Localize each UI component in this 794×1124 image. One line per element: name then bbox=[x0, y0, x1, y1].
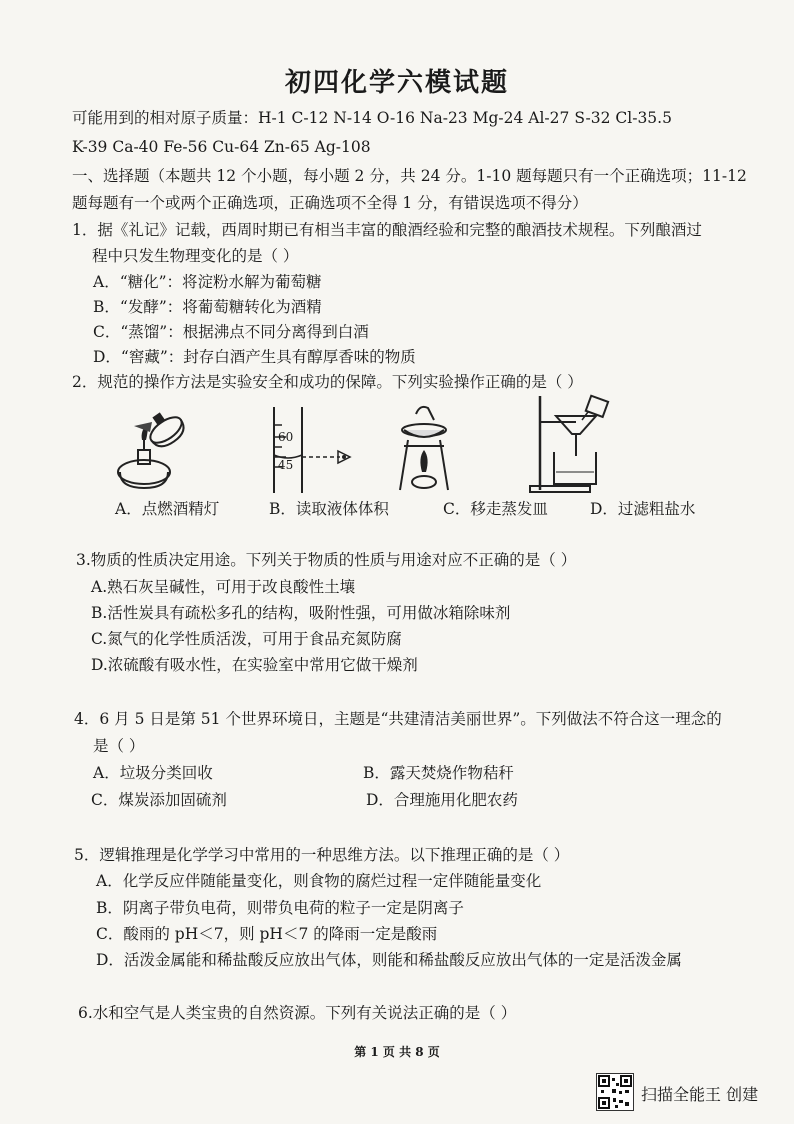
q6-stem: 6.水和空气是人类宝贵的自然资源。下列有关说法正确的是（ ） bbox=[78, 1004, 517, 1022]
q2-stem: 2．规范的操作方法是实验安全和成功的保障。下列实验操作正确的是（ ） bbox=[72, 373, 583, 391]
q5-option-b: B．阴离子带负电荷，则带负电荷的粒子一定是阴离子 bbox=[96, 899, 464, 917]
q3-stem: 3.物质的性质决定用途。下列关于物质的性质与用途对应不正确的是（ ） bbox=[76, 551, 577, 569]
q5-stem: 5．逻辑推理是化学学习中常用的一种思维方法。以下推理正确的是（ ） bbox=[74, 846, 570, 864]
figure-evaporating-dish bbox=[394, 400, 454, 496]
q4-option-b: B．露天焚烧作物秸秆 bbox=[363, 764, 514, 782]
page-footer: 第 1 页 共 8 页 bbox=[354, 1045, 440, 1059]
q1-stem-line2: 程中只发生物理变化的是（ ） bbox=[92, 247, 299, 265]
figure-filtration bbox=[526, 394, 626, 494]
q1-option-b: B．“发酵”：将葡萄糖转化为酒精 bbox=[93, 298, 322, 316]
q5-option-d: D．活泼金属能和稀盐酸反应放出气体，则能和稀盐酸反应放出气体的一定是活泼金属 bbox=[96, 951, 682, 969]
section1-instructions-line2: 题每题有一个或两个正确选项，正确选项不全得 1 分，有错误选项不得分） bbox=[72, 194, 588, 212]
q3-option-a: A.熟石灰呈碱性，可用于改良酸性土壤 bbox=[91, 578, 356, 596]
section1-instructions-line1: 一、选择题（本题共 12 个小题，每小题 2 分，共 24 分。1-10 题每题只有一个正确选项；11-12 bbox=[72, 167, 747, 185]
q5-option-c: C．酸雨的 pH＜7，则 pH＜7 的降雨一定是酸雨 bbox=[96, 925, 438, 943]
q2-option-a: A．点燃酒精灯 bbox=[115, 500, 220, 518]
atomic-masses-line1: 可能用到的相对原子质量：H-1 C-12 N-14 O-16 Na-23 Mg-24 Al-27 S-32 Cl-35.5 bbox=[72, 109, 672, 127]
q4-option-a: A．垃圾分类回收 bbox=[93, 764, 213, 782]
q1-option-a: A．“糖化”：将淀粉水解为葡萄糖 bbox=[93, 273, 322, 291]
q4-stem-line1: 4．6 月 5 日是第 51 个世界环境日，主题是“共建清洁美丽世界”。下列做法不符合这一理念的 bbox=[74, 710, 722, 728]
q4-stem-line2: 是（ ） bbox=[93, 737, 145, 755]
cylinder-mark-60: 60 bbox=[278, 430, 294, 444]
cylinder-mark-45: 45 bbox=[278, 458, 294, 472]
q1-stem-line1: 1．据《礼记》记载，西周时期已有相当丰富的酿酒经验和完整的酿酒技术规程。下列酿酒过 bbox=[72, 221, 702, 239]
qr-code-icon bbox=[596, 1073, 634, 1111]
q1-option-c: C．“蒸馏”：根据沸点不同分离得到白酒 bbox=[93, 323, 369, 341]
q2-option-d: D．过滤粗盐水 bbox=[590, 500, 696, 518]
atomic-masses-line2: K-39 Ca-40 Fe-56 Cu-64 Zn-65 Ag-108 bbox=[72, 138, 371, 156]
page-title: 初四化学六模试题 bbox=[284, 68, 509, 98]
q3-option-b: B.活性炭具有疏松多孔的结构，吸附性强，可用做冰箱除味剂 bbox=[91, 604, 511, 622]
q4-option-c: C．煤炭添加固硫剂 bbox=[91, 791, 227, 809]
q3-option-d: D.浓硫酸有吸水性，在实验室中常用它做干燥剂 bbox=[91, 656, 418, 674]
q1-option-d: D．“窖藏”：封存白酒产生具有醇厚香味的物质 bbox=[93, 348, 416, 366]
q5-option-a: A．化学反应伴随能量变化，则食物的腐烂过程一定伴随能量变化 bbox=[96, 872, 542, 890]
q2-option-b: B．读取液体体积 bbox=[269, 500, 389, 518]
q4-option-d: D．合理施用化肥农药 bbox=[366, 791, 518, 809]
q3-option-c: C.氮气的化学性质活泼，可用于食品充氮防腐 bbox=[91, 630, 402, 648]
figure-graduated-cylinder bbox=[266, 405, 366, 495]
figure-alcohol-lamp bbox=[104, 400, 200, 496]
q2-option-c: C．移走蒸发皿 bbox=[443, 500, 548, 518]
scanner-watermark: 扫描全能王 创建 bbox=[641, 1085, 759, 1104]
